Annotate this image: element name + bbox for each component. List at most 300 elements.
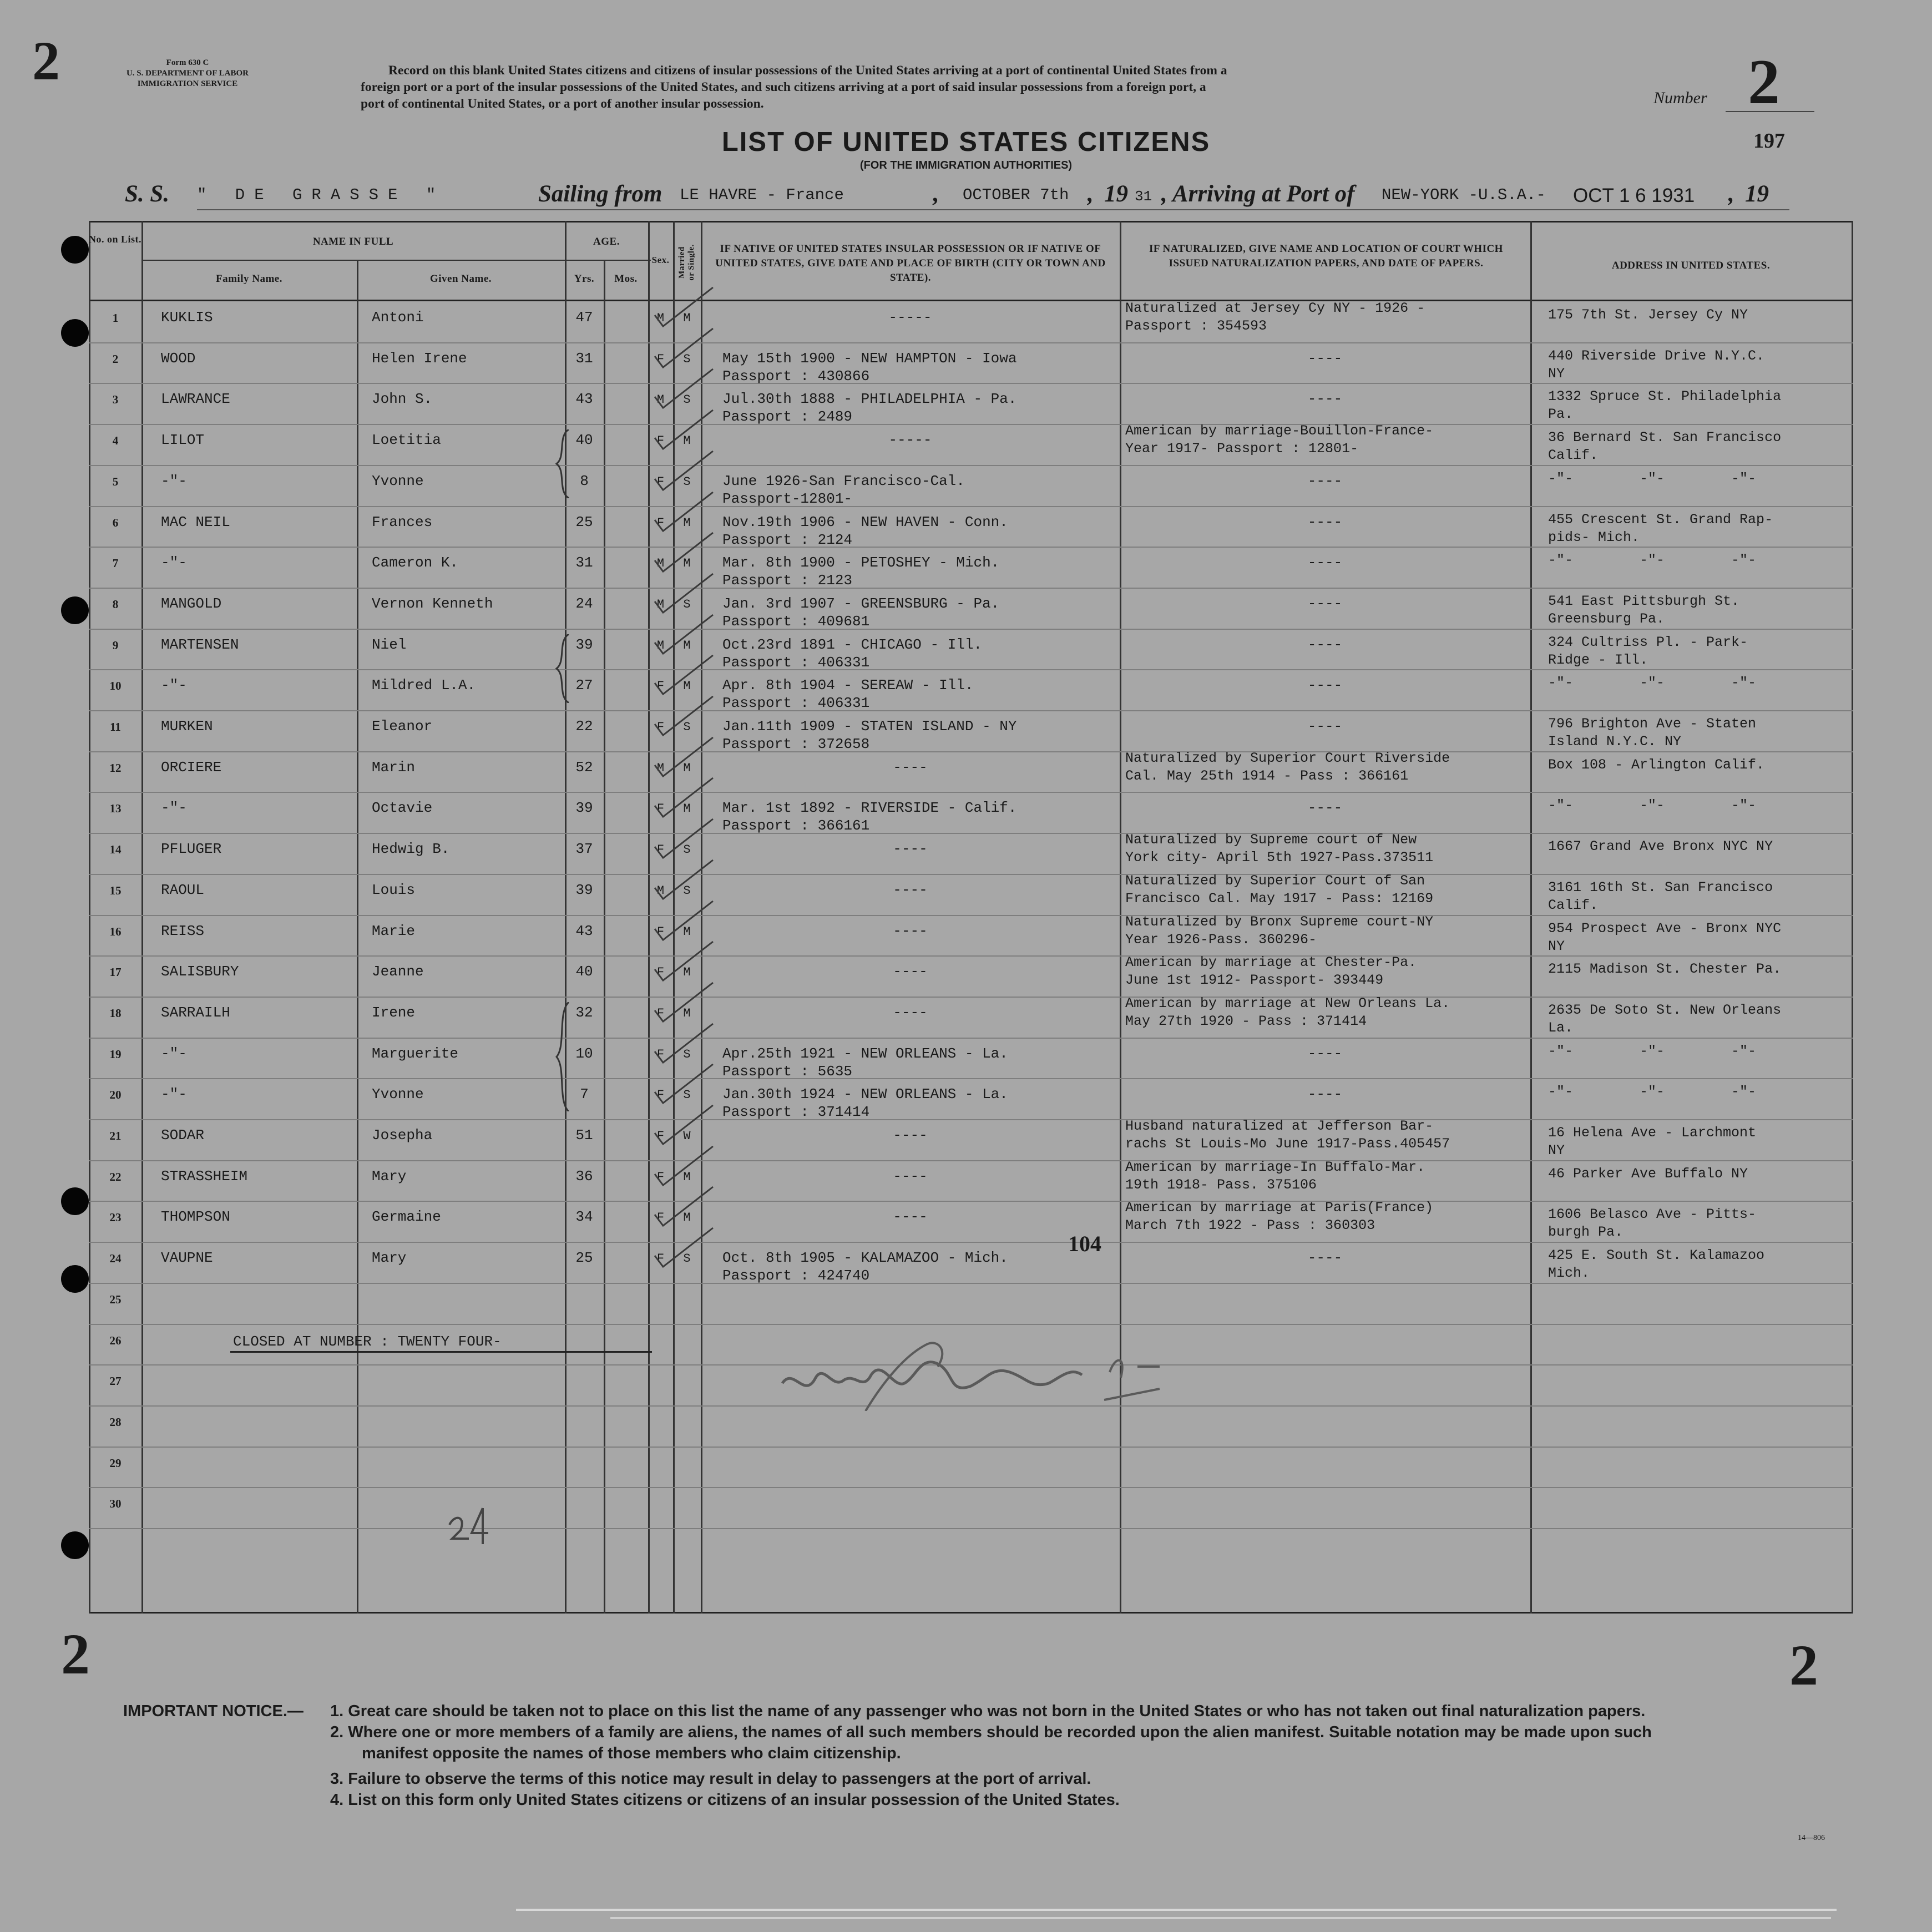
header-married: Married or Single. (677, 244, 696, 281)
header-yrs: Yrs. (574, 273, 595, 285)
given-name: Niel (372, 636, 407, 653)
birth-passport: Passport : 2123 (722, 572, 853, 589)
birth-passport: Passport : 409681 (722, 613, 870, 630)
marital-status: M (683, 1170, 691, 1184)
naturalization-info: ---- (1307, 473, 1343, 489)
age-years: 22 (575, 718, 593, 735)
sex: M (656, 598, 665, 611)
row-number: 20 (109, 1088, 122, 1101)
age-years: 37 (575, 841, 593, 857)
family-name: LAWRANCE (161, 391, 230, 407)
age-years: 34 (575, 1208, 593, 1225)
family-name: RAOUL (161, 882, 205, 898)
check-mark (644, 816, 721, 861)
birth-info: ---- (893, 882, 928, 898)
address-line: 425 E. South St. Kalamazoo (1548, 1247, 1765, 1263)
given-name: Marguerite (372, 1045, 459, 1062)
marital-status: M (683, 761, 691, 775)
family-name: VAUPNE (161, 1250, 213, 1266)
address-line: 46 Parker Ave Buffalo NY (1548, 1166, 1748, 1182)
row-rule (89, 547, 1853, 548)
birth-info: Apr. 8th 1904 - SEREAW - Ill. (722, 677, 974, 694)
sex: M (656, 311, 665, 325)
marital-status: S (683, 1088, 691, 1102)
check-mark (644, 653, 721, 697)
address-line: -"- -"- -"- (1548, 675, 1757, 691)
year-suffix: 31 (1135, 188, 1152, 205)
naturalization-info: ---- (1307, 718, 1343, 735)
ss-label: S. S. (125, 181, 170, 207)
manifest-number: 2 (1748, 47, 1780, 118)
row-rule (89, 465, 1853, 466)
age-years: 25 (575, 514, 593, 530)
age-years: 31 (575, 350, 593, 367)
sex: F (656, 516, 665, 530)
family-name: PFLUGER (161, 841, 222, 857)
address-line: 16 Helena Ave - Larchmont (1548, 1125, 1757, 1141)
family-name: SODAR (161, 1127, 205, 1144)
age-years: 8 (580, 473, 589, 489)
address-line: -"- -"- -"- (1548, 1043, 1757, 1059)
naturalization-papers: Cal. May 25th 1914 - Pass : 366161 (1125, 768, 1409, 784)
given-name: Jeanne (372, 963, 424, 980)
marital-status: S (683, 884, 691, 898)
form-code: 14—806 (1798, 1834, 1825, 1842)
row-number: 9 (112, 639, 119, 652)
pencil-mark (444, 1503, 494, 1547)
header-mos: Mos. (614, 273, 638, 285)
row-rule (89, 342, 1853, 343)
sex: F (656, 1129, 665, 1143)
form-caption (93, 58, 282, 89)
row-rule (89, 1447, 1853, 1448)
address-line: 455 Crescent St. Grand Rap- (1548, 512, 1773, 528)
age-years: 31 (575, 554, 593, 571)
punch-hole (61, 236, 89, 264)
address-line: 796 Brighton Ave - Staten (1548, 716, 1757, 732)
marital-status: M (683, 557, 691, 570)
check-mark (644, 980, 721, 1024)
address-line-2: Ridge - Ill. (1548, 652, 1648, 668)
row-number: 16 (109, 925, 122, 938)
marital-status: M (683, 802, 691, 816)
row-number: 12 (109, 761, 122, 775)
given-name: Mildred L.A. (372, 677, 476, 694)
row-number: 6 (112, 516, 119, 529)
row-number: 28 (109, 1415, 122, 1429)
given-name: Eleanor (372, 718, 433, 735)
check-mark (644, 857, 721, 902)
marital-status: S (683, 393, 691, 407)
naturalization-info: ---- (1307, 1045, 1343, 1062)
marital-status: M (683, 434, 691, 448)
family-name: -"- (161, 1086, 187, 1102)
marital-status: S (683, 598, 691, 611)
ship-name: " DE GRASSE " (197, 186, 446, 204)
given-name: Josepha (372, 1127, 433, 1144)
arriving-label: , Arriving at Port of (1161, 181, 1355, 207)
sex: M (656, 761, 665, 775)
header-family-name: Family Name. (216, 273, 282, 285)
naturalization-info: ---- (1307, 350, 1343, 367)
page-edge (610, 1917, 1831, 1919)
naturalization-info: ---- (1307, 554, 1343, 571)
family-name: -"- (161, 677, 187, 694)
check-mark (644, 448, 721, 493)
closed-note-underline (230, 1351, 652, 1353)
address-line-2: burgh Pa. (1548, 1224, 1624, 1240)
sailing-label: Sailing from (538, 181, 662, 207)
sex: F (656, 965, 665, 979)
departure-port: LE HAVRE - France (680, 186, 844, 204)
naturalization-info: Naturalized by Bronx Supreme court-NY (1125, 914, 1434, 930)
row-rule (89, 669, 1853, 670)
row-rule (89, 915, 1853, 916)
given-name: John S. (372, 391, 433, 407)
address-line: Box 108 - Arlington Calif. (1548, 757, 1765, 773)
punch-hole (61, 1187, 89, 1215)
row-rule (89, 506, 1853, 507)
check-mark (644, 1021, 721, 1065)
naturalization-info: American by marriage-In Buffalo-Mar. (1125, 1159, 1425, 1175)
family-name: MARTENSEN (161, 636, 239, 653)
address-line-2: Calif. (1548, 447, 1599, 463)
marital-status: S (683, 1048, 691, 1061)
naturalization-info: Husband naturalized at Jefferson Bar- (1125, 1118, 1434, 1134)
given-name: Mary (372, 1168, 407, 1185)
check-mark (644, 898, 721, 943)
col-border (89, 221, 90, 1614)
family-name: -"- (161, 554, 187, 571)
header-address: ADDRESS IN UNITED STATES. (1611, 260, 1771, 271)
naturalization-papers: rachs St Louis-Mo June 1917-Pass.405457 (1125, 1136, 1450, 1152)
address-line: 2635 De Soto St. New Orleans (1548, 1002, 1782, 1018)
arrival-port: NEW-YORK -U.S.A.- (1382, 186, 1546, 204)
naturalization-info: ---- (1307, 1086, 1343, 1102)
check-mark (644, 1184, 721, 1228)
family-name: MURKEN (161, 718, 213, 735)
birth-passport: Passport : 2489 (722, 408, 853, 425)
sex: F (656, 720, 665, 734)
check-mark (644, 285, 721, 329)
family-brace (552, 1002, 574, 1111)
naturalization-info: ---- (1307, 800, 1343, 816)
given-name: Yvonne (372, 1086, 424, 1102)
naturalization-info: ---- (1307, 514, 1343, 530)
age-years: 24 (575, 595, 593, 612)
naturalization-papers: Year 1926-Pass. 360296- (1125, 932, 1317, 948)
family-name: THOMPSON (161, 1208, 230, 1225)
age-years: 39 (575, 636, 593, 653)
sex: F (656, 843, 665, 857)
row-rule (89, 833, 1853, 834)
marital-status: S (683, 720, 691, 734)
punch-hole (61, 319, 89, 347)
row-number: 24 (109, 1252, 122, 1265)
birth-info: ---- (893, 1168, 928, 1185)
family-name: KUKLIS (161, 309, 213, 326)
birth-info: ---- (893, 759, 928, 776)
age-subheader-rule (565, 260, 648, 261)
notice-label: IMPORTANT NOTICE.— (123, 1702, 304, 1720)
sex: M (656, 557, 665, 570)
birth-info: Oct.23rd 1891 - CHICAGO - Ill. (722, 636, 983, 653)
age-years: 40 (575, 432, 593, 448)
row-number: 27 (109, 1374, 122, 1388)
family-name: -"- (161, 1045, 187, 1062)
row-rule (89, 1324, 1853, 1325)
row-rule (89, 424, 1853, 425)
sex: F (656, 475, 665, 489)
page-subtitle: (FOR THE IMMIGRATION AUTHORITIES) (859, 159, 1073, 171)
row-rule (89, 1119, 1853, 1120)
naturalization-papers: Passport : 354593 (1125, 318, 1267, 334)
birth-info: ----- (888, 309, 932, 326)
marital-status: S (683, 475, 691, 489)
birth-passport: Passport : 5635 (722, 1063, 853, 1080)
given-name: Octavie (372, 800, 433, 816)
row-rule (89, 1283, 1853, 1284)
check-mark (644, 939, 721, 983)
col-border (604, 260, 605, 1614)
birth-info: Jan.11th 1909 - STATEN ISLAND - NY (722, 718, 1017, 735)
department-name: U. S. DEPARTMENT OF LABOR (126, 69, 249, 78)
age-years: 43 (575, 923, 593, 939)
birth-info: Jul.30th 1888 - PHILADELPHIA - Pa. (722, 391, 1017, 407)
given-name: Cameron K. (372, 554, 459, 571)
row-number: 8 (112, 598, 119, 611)
voyage-underline (197, 209, 1789, 210)
year-prefix: 19 (1104, 181, 1128, 207)
comma-2: , (1088, 181, 1094, 207)
naturalization-papers: May 27th 1920 - Pass : 371414 (1125, 1013, 1367, 1029)
birth-info: ---- (893, 963, 928, 980)
naturalization-info: ---- (1307, 1250, 1343, 1266)
address-line: 36 Bernard St. San Francisco (1548, 429, 1782, 446)
naturalization-info: Naturalized by Supreme court of New (1125, 832, 1417, 848)
given-name: Hedwig B. (372, 841, 450, 857)
address-line: 541 East Pittsburgh St. (1548, 593, 1740, 609)
sex: F (656, 1252, 665, 1266)
address-line-2: Calif. (1548, 897, 1599, 913)
birth-info: May 15th 1900 - NEW HAMPTON - Iowa (722, 350, 1017, 367)
sex: F (656, 1007, 665, 1020)
naturalization-papers: Year 1917- Passport : 12801- (1125, 441, 1359, 457)
birth-info: ---- (893, 1208, 928, 1225)
family-name: -"- (161, 473, 187, 489)
service-name: IMMIGRATION SERVICE (137, 79, 238, 88)
check-mark (644, 489, 721, 534)
instructions-block (361, 62, 1587, 112)
row-number: 3 (112, 393, 119, 406)
address-line: 1667 Grand Ave Bronx NYC NY (1548, 838, 1773, 854)
row-number: 19 (109, 1048, 122, 1061)
address-line-2: La. (1548, 1020, 1574, 1036)
birth-info: Jan. 3rd 1907 - GREENSBURG - Pa. (722, 595, 1000, 612)
address-line-2: NY (1548, 938, 1565, 954)
row-number: 13 (109, 802, 122, 815)
age-years: 36 (575, 1168, 593, 1185)
sex: F (656, 1170, 665, 1184)
arrival-date-stamp: OCT 1 6 1931 (1573, 185, 1695, 206)
naturalization-papers: March 7th 1922 - Pass : 360303 (1125, 1217, 1375, 1233)
punch-hole (61, 596, 89, 624)
row-rule (89, 629, 1853, 630)
marital-status: M (683, 679, 691, 693)
given-name: Frances (372, 514, 433, 530)
header-given-name: Given Name. (429, 273, 492, 285)
check-mark (644, 694, 721, 738)
age-years: 25 (575, 1250, 593, 1266)
naturalization-papers: 19th 1918- Pass. 375106 (1125, 1177, 1317, 1193)
table-bottom-border (89, 1612, 1853, 1614)
sex: F (656, 1088, 665, 1102)
header-bottom-border (89, 300, 1853, 301)
age-years: 47 (575, 309, 593, 326)
row-number: 5 (112, 475, 119, 488)
row-number: 17 (109, 965, 122, 979)
birth-passport: Passport-12801- (722, 490, 853, 507)
marital-status: M (683, 311, 691, 325)
comma-1: , (932, 181, 938, 207)
check-mark (644, 775, 721, 820)
naturalization-papers: June 1st 1912- Passport- 393449 (1125, 972, 1384, 988)
given-name: Loetitia (372, 432, 441, 448)
check-mark (644, 366, 721, 411)
naturalization-info: American by marriage at Chester-Pa. (1125, 954, 1417, 970)
naturalization-papers: York city- April 5th 1927-Pass.373511 (1125, 849, 1434, 866)
address-line: 2115 Madison St. Chester Pa. (1548, 961, 1782, 977)
marital-status: M (683, 925, 691, 939)
row-number: 10 (109, 679, 122, 692)
row-number: 4 (112, 434, 119, 447)
birth-passport: Passport : 2124 (722, 532, 853, 548)
address-line-2: pids- Mich. (1548, 529, 1640, 545)
address-line: 1606 Belasco Ave - Pitts- (1548, 1206, 1757, 1222)
col-border (1530, 221, 1532, 1614)
row-number: 30 (109, 1497, 122, 1510)
birth-passport: Passport : 371414 (722, 1104, 870, 1120)
corner-number: 2 (32, 30, 60, 92)
row-rule (89, 955, 1853, 957)
birth-info: Nov.19th 1906 - NEW HAVEN - Conn. (722, 514, 1008, 530)
given-name: Helen Irene (372, 350, 467, 367)
row-rule (89, 792, 1853, 793)
family-name: ORCIERE (161, 759, 222, 776)
check-mark (644, 530, 721, 574)
punch-hole (61, 1531, 89, 1559)
row-rule (89, 997, 1853, 998)
marital-status: M (683, 1007, 691, 1020)
age-years: 52 (575, 759, 593, 776)
birth-passport: Passport : 430866 (722, 368, 870, 385)
address-line: -"- -"- -"- (1548, 797, 1757, 813)
check-mark (644, 571, 721, 615)
sex: M (656, 393, 665, 407)
birth-passport: Passport : 424740 (722, 1267, 870, 1284)
header-birth: IF NATIVE OF UNITED STATES INSULAR POSSESSION OR IF NATIVE OF UNITED STATES, GIVE DATE AND PLACE OF BIRTH (CITY OR TOWN AND STATE). (715, 243, 1106, 284)
family-name: WOOD (161, 350, 196, 367)
header-name-in-full: NAME IN FULL (312, 236, 394, 247)
birth-info: Apr.25th 1921 - NEW ORLEANS - La. (722, 1045, 1008, 1062)
birth-passport: Passport : 406331 (722, 695, 870, 711)
notice-item-3: 3. Failure to observe the terms of this notice may result in delay to passengers at the port of arrival. (330, 1770, 1091, 1788)
address-line-2: Island N.Y.C. NY (1548, 734, 1682, 750)
sex: F (656, 1211, 665, 1225)
address-line-2: NY (1548, 366, 1565, 382)
birth-passport: Passport : 372658 (722, 736, 870, 752)
family-brace (552, 429, 574, 498)
row-rule (89, 1160, 1853, 1161)
given-name: Yvonne (372, 473, 424, 489)
check-mark (644, 1061, 721, 1106)
family-name: SALISBURY (161, 963, 239, 980)
page-title: LIST OF UNITED STATES CITIZENS (721, 127, 1211, 157)
row-number: 18 (109, 1007, 122, 1020)
naturalization-info: American by marriage-Bouillon-France- (1125, 423, 1434, 439)
family-name: -"- (161, 800, 187, 816)
sex: M (656, 639, 665, 653)
naturalization-papers: Francisco Cal. May 1917 - Pass: 12169 (1125, 891, 1434, 907)
bottom-number-left: 2 (61, 1622, 90, 1686)
row-number: 2 (112, 352, 119, 366)
given-name: Vernon Kenneth (372, 595, 493, 612)
family-name: SARRAILH (161, 1004, 230, 1021)
row-number: 22 (109, 1170, 122, 1184)
given-name: Antoni (372, 309, 424, 326)
row-rule (89, 1201, 1853, 1202)
age-years: 39 (575, 800, 593, 816)
naturalization-info: ---- (1307, 677, 1343, 694)
col-border (141, 221, 143, 1614)
sailing-date: OCTOBER 7th (963, 186, 1069, 204)
address-line: 440 Riverside Drive N.Y.C. (1548, 348, 1765, 364)
page-stamp: 197 (1753, 129, 1785, 153)
address-line-2: Pa. (1548, 406, 1574, 422)
check-mark (644, 1225, 721, 1270)
manifest-table (89, 221, 1853, 1614)
header-naturalized: IF NATURALIZED, GIVE NAME AND LOCATION OF COURT WHICH ISSUED NATURALIZATION PAPERS, AND DATE OF PAPERS. (1149, 243, 1503, 269)
instructions-line: foreign port or a port of the insular possessions of the United States, and such citizens arriving at a port of said insular possessions from a foreign port, a (361, 80, 1206, 94)
notice-item-4: 4. List on this form only United States citizens or citizens of an insular possession of the United States. (330, 1791, 1120, 1809)
address-line: -"- -"- -"- (1548, 552, 1757, 568)
punch-hole (61, 1265, 89, 1293)
check-mark (644, 735, 721, 779)
row-rule (89, 1078, 1853, 1079)
bottom-number-right: 2 (1789, 1633, 1818, 1697)
row-number: 25 (109, 1293, 122, 1306)
given-name: Marie (372, 923, 416, 939)
age-years: 39 (575, 882, 593, 898)
naturalization-info: ---- (1307, 595, 1343, 612)
birth-passport: Passport : 406331 (722, 654, 870, 671)
instructions-line: port of continental United States, or a port of another insular possession. (361, 97, 764, 111)
family-name: MANGOLD (161, 595, 222, 612)
address-line: 1332 Spruce St. Philadelphia (1548, 388, 1782, 404)
check-mark (644, 612, 721, 656)
row-number: 23 (109, 1211, 122, 1224)
row-rule (89, 1242, 1853, 1243)
naturalization-info: Naturalized by Superior Court Riverside (1125, 750, 1450, 766)
birth-info: ---- (893, 841, 928, 857)
naturalization-info: ---- (1307, 636, 1343, 653)
given-name: Louis (372, 882, 416, 898)
marital-status: W (683, 1129, 691, 1143)
sex: F (656, 352, 665, 366)
check-mark (644, 1144, 721, 1188)
row-rule (89, 874, 1853, 875)
notice-item-2: 2. Where one or more members of a family are aliens, the names of all such members should be recorded upon the alien manifest. Suitable notation may be made upon such (330, 1723, 1652, 1741)
